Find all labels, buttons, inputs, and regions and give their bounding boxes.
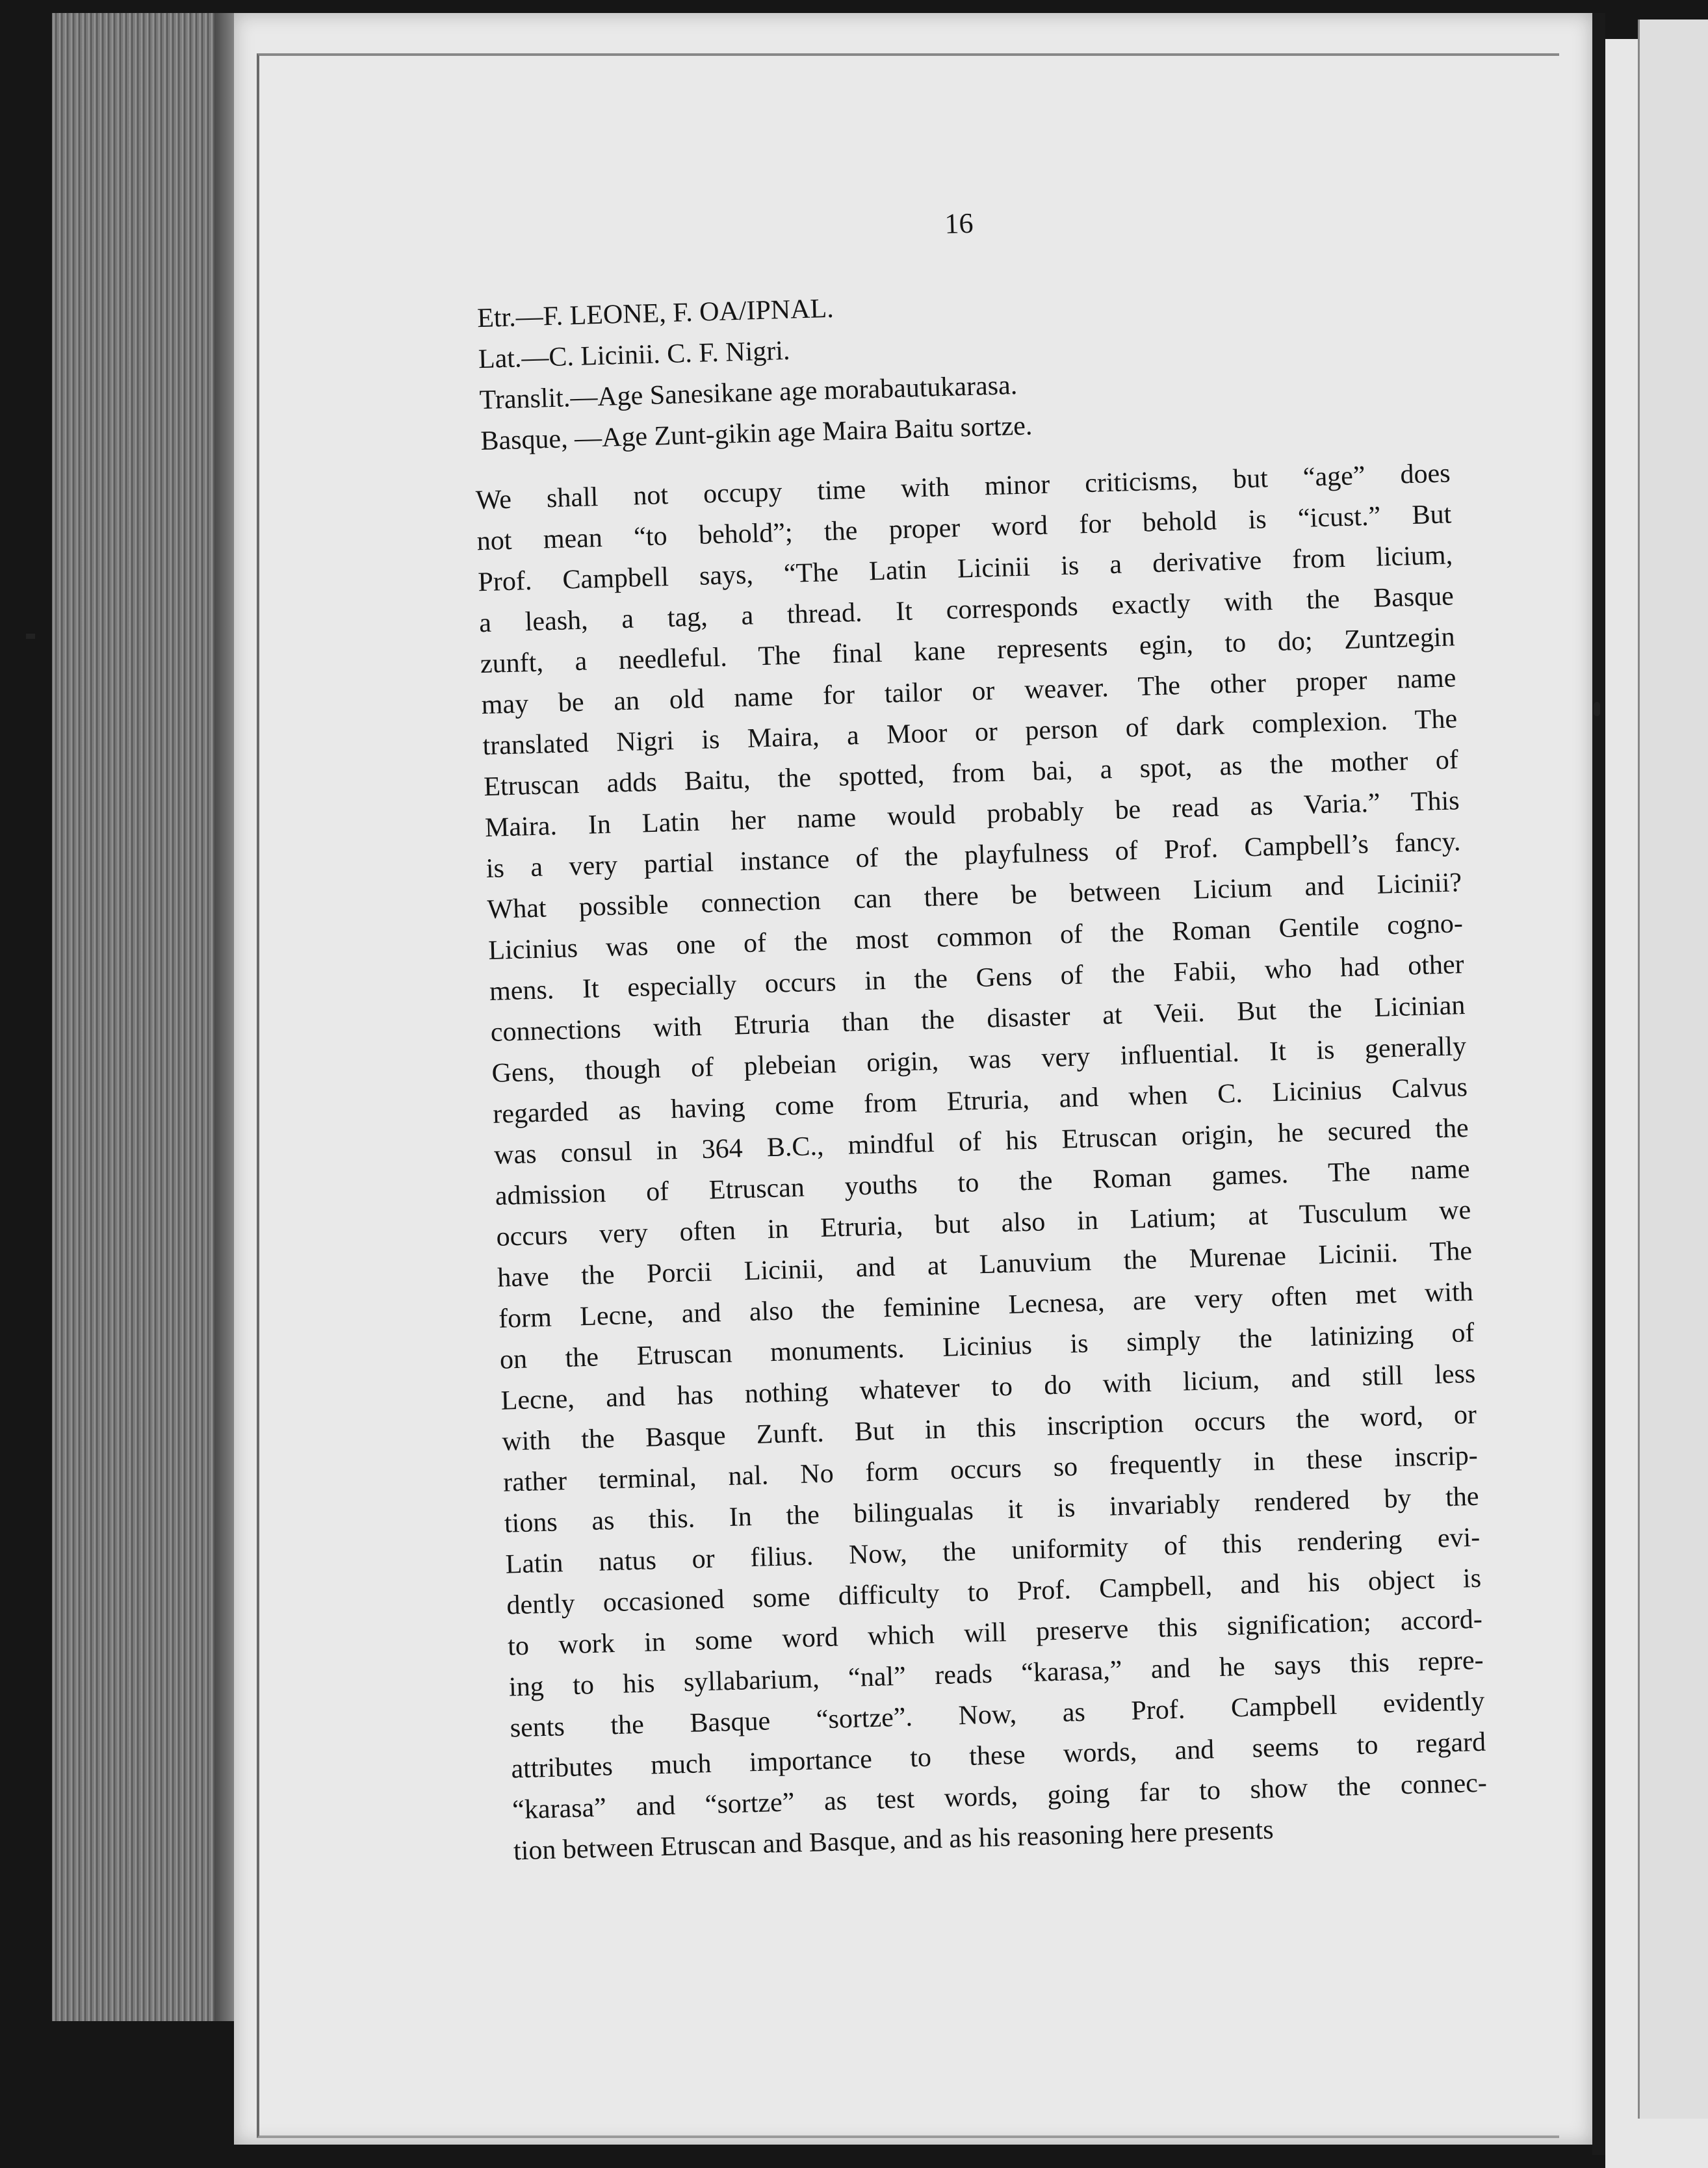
facing-page-edge — [1638, 19, 1708, 2119]
etruscan-line: Etr.—F. LEONE, F. OA/IPNAL. — [476, 293, 835, 334]
page-number: 16 — [944, 207, 974, 240]
text-line: a leash, a tag, a thread. It corresponds exactly with the Basque — [478, 581, 1455, 639]
text-line: occurs very often in Etruria, but also in Latium; at Tusculum we — [496, 1194, 1471, 1252]
text-line: zunft, a needleful. The final kane represents egin, to do; Zuntzegin — [480, 622, 1456, 680]
text-line: translated Nigri is Maira, a Moor or person of dark complexion. The — [482, 704, 1458, 762]
text-line: to work in some word which will preserve this signification; accord- — [507, 1604, 1483, 1662]
text-line: “karasa” and “sortze” as test words, going far to show the connec- — [511, 1768, 1488, 1826]
text-line: tion between Etruscan and Basque, and as his reasoning here presents — [513, 1814, 1275, 1866]
text-line: regarded as having come from Etruria, and when C. Licinius Calvus — [492, 1072, 1468, 1129]
text-line: rather terminal, nal. No form occurs so frequently in these inscrip- — [502, 1440, 1479, 1498]
text-line: ing to his syllabarium, “nal” reads “karasa,” and he says this repre- — [508, 1645, 1484, 1703]
text-line: was consul in 364 B.C., mindful of his Etruscan origin, he secured the — [493, 1113, 1469, 1170]
text-line: Latin natus or filius. Now, the uniformity of this rendering evi- — [505, 1522, 1481, 1580]
text-line: is a very partial instance of the playfulness of Prof. Campbell’s fancy. — [485, 827, 1461, 884]
body-paragraph — [475, 453, 1488, 1872]
text-line: We shall not occupy time with minor criticisms, but “age” does — [475, 458, 1451, 516]
text-line: with the Basque Zunft. But in this inscription occurs the word, or — [501, 1399, 1477, 1457]
basque-line: Basque, —Age Zunt-gikin age Maira Baitu sortze. — [480, 411, 1033, 457]
scan-speck — [26, 634, 35, 639]
text-line: may be an old name for tailor or weaver. The other proper name — [481, 663, 1456, 721]
text-line: admission of Etruscan youths to the Roman games. The name — [495, 1154, 1470, 1211]
text-line: not mean “to behold”; the proper word for behold is “icust.” But — [476, 499, 1452, 557]
text-line: tions as this. In the bilingualas it is invariably rendered by the — [504, 1481, 1480, 1539]
book-spine — [1592, 13, 1605, 2155]
inscription-header — [476, 271, 1455, 462]
text-line: mens. It especially occurs in the Gens of the Fabii, who had other — [489, 949, 1465, 1007]
text-line: dently occasioned some difficulty to Prof. Campbell, and his object is — [506, 1563, 1482, 1621]
text-line: form Lecne, and also the feminine Lecnesa, are very often met with — [498, 1276, 1474, 1334]
text-line: Gens, though of plebeian origin, was very influential. It is generally — [491, 1031, 1467, 1089]
text-line: connections with Etruria than the disaster at Veii. But the Licinian — [490, 990, 1466, 1048]
text-line: on the Etruscan monuments. Licinius is simply the latinizing of — [499, 1317, 1475, 1375]
text-line: Etruscan adds Baitu, the spotted, from bai, a spot, as the mother of — [483, 745, 1459, 803]
transliteration-line: Translit.—Age Sanesikane age morabautukarasa. — [479, 370, 1018, 416]
scan-speck — [1594, 702, 1600, 716]
text-line: have the Porcii Licinii, and at Lanuvium the Murenae Licinii. The — [497, 1235, 1473, 1293]
text-line: Lecne, and has nothing whatever to do with licium, and still less — [500, 1358, 1476, 1416]
text-line: attributes much importance to these words, and seems to regard — [510, 1727, 1486, 1785]
latin-line: Lat.—C. Licinii. C. F. Nigri. — [478, 335, 791, 375]
text-line: Maira. In Latin her name would probably be read as Varia.” This — [484, 786, 1460, 844]
text-line: What possible connection can there be between Licium and Licinii? — [486, 868, 1462, 925]
text-line: Licinius was one of the most common of the Roman Gentile cogno- — [487, 909, 1464, 966]
text-line: Prof. Campbell says, “The Latin Licinii is a derivative from licium, — [477, 540, 1453, 598]
text-line: sents the Basque “sortze”. Now, as Prof. Campbell evidently — [510, 1686, 1485, 1744]
